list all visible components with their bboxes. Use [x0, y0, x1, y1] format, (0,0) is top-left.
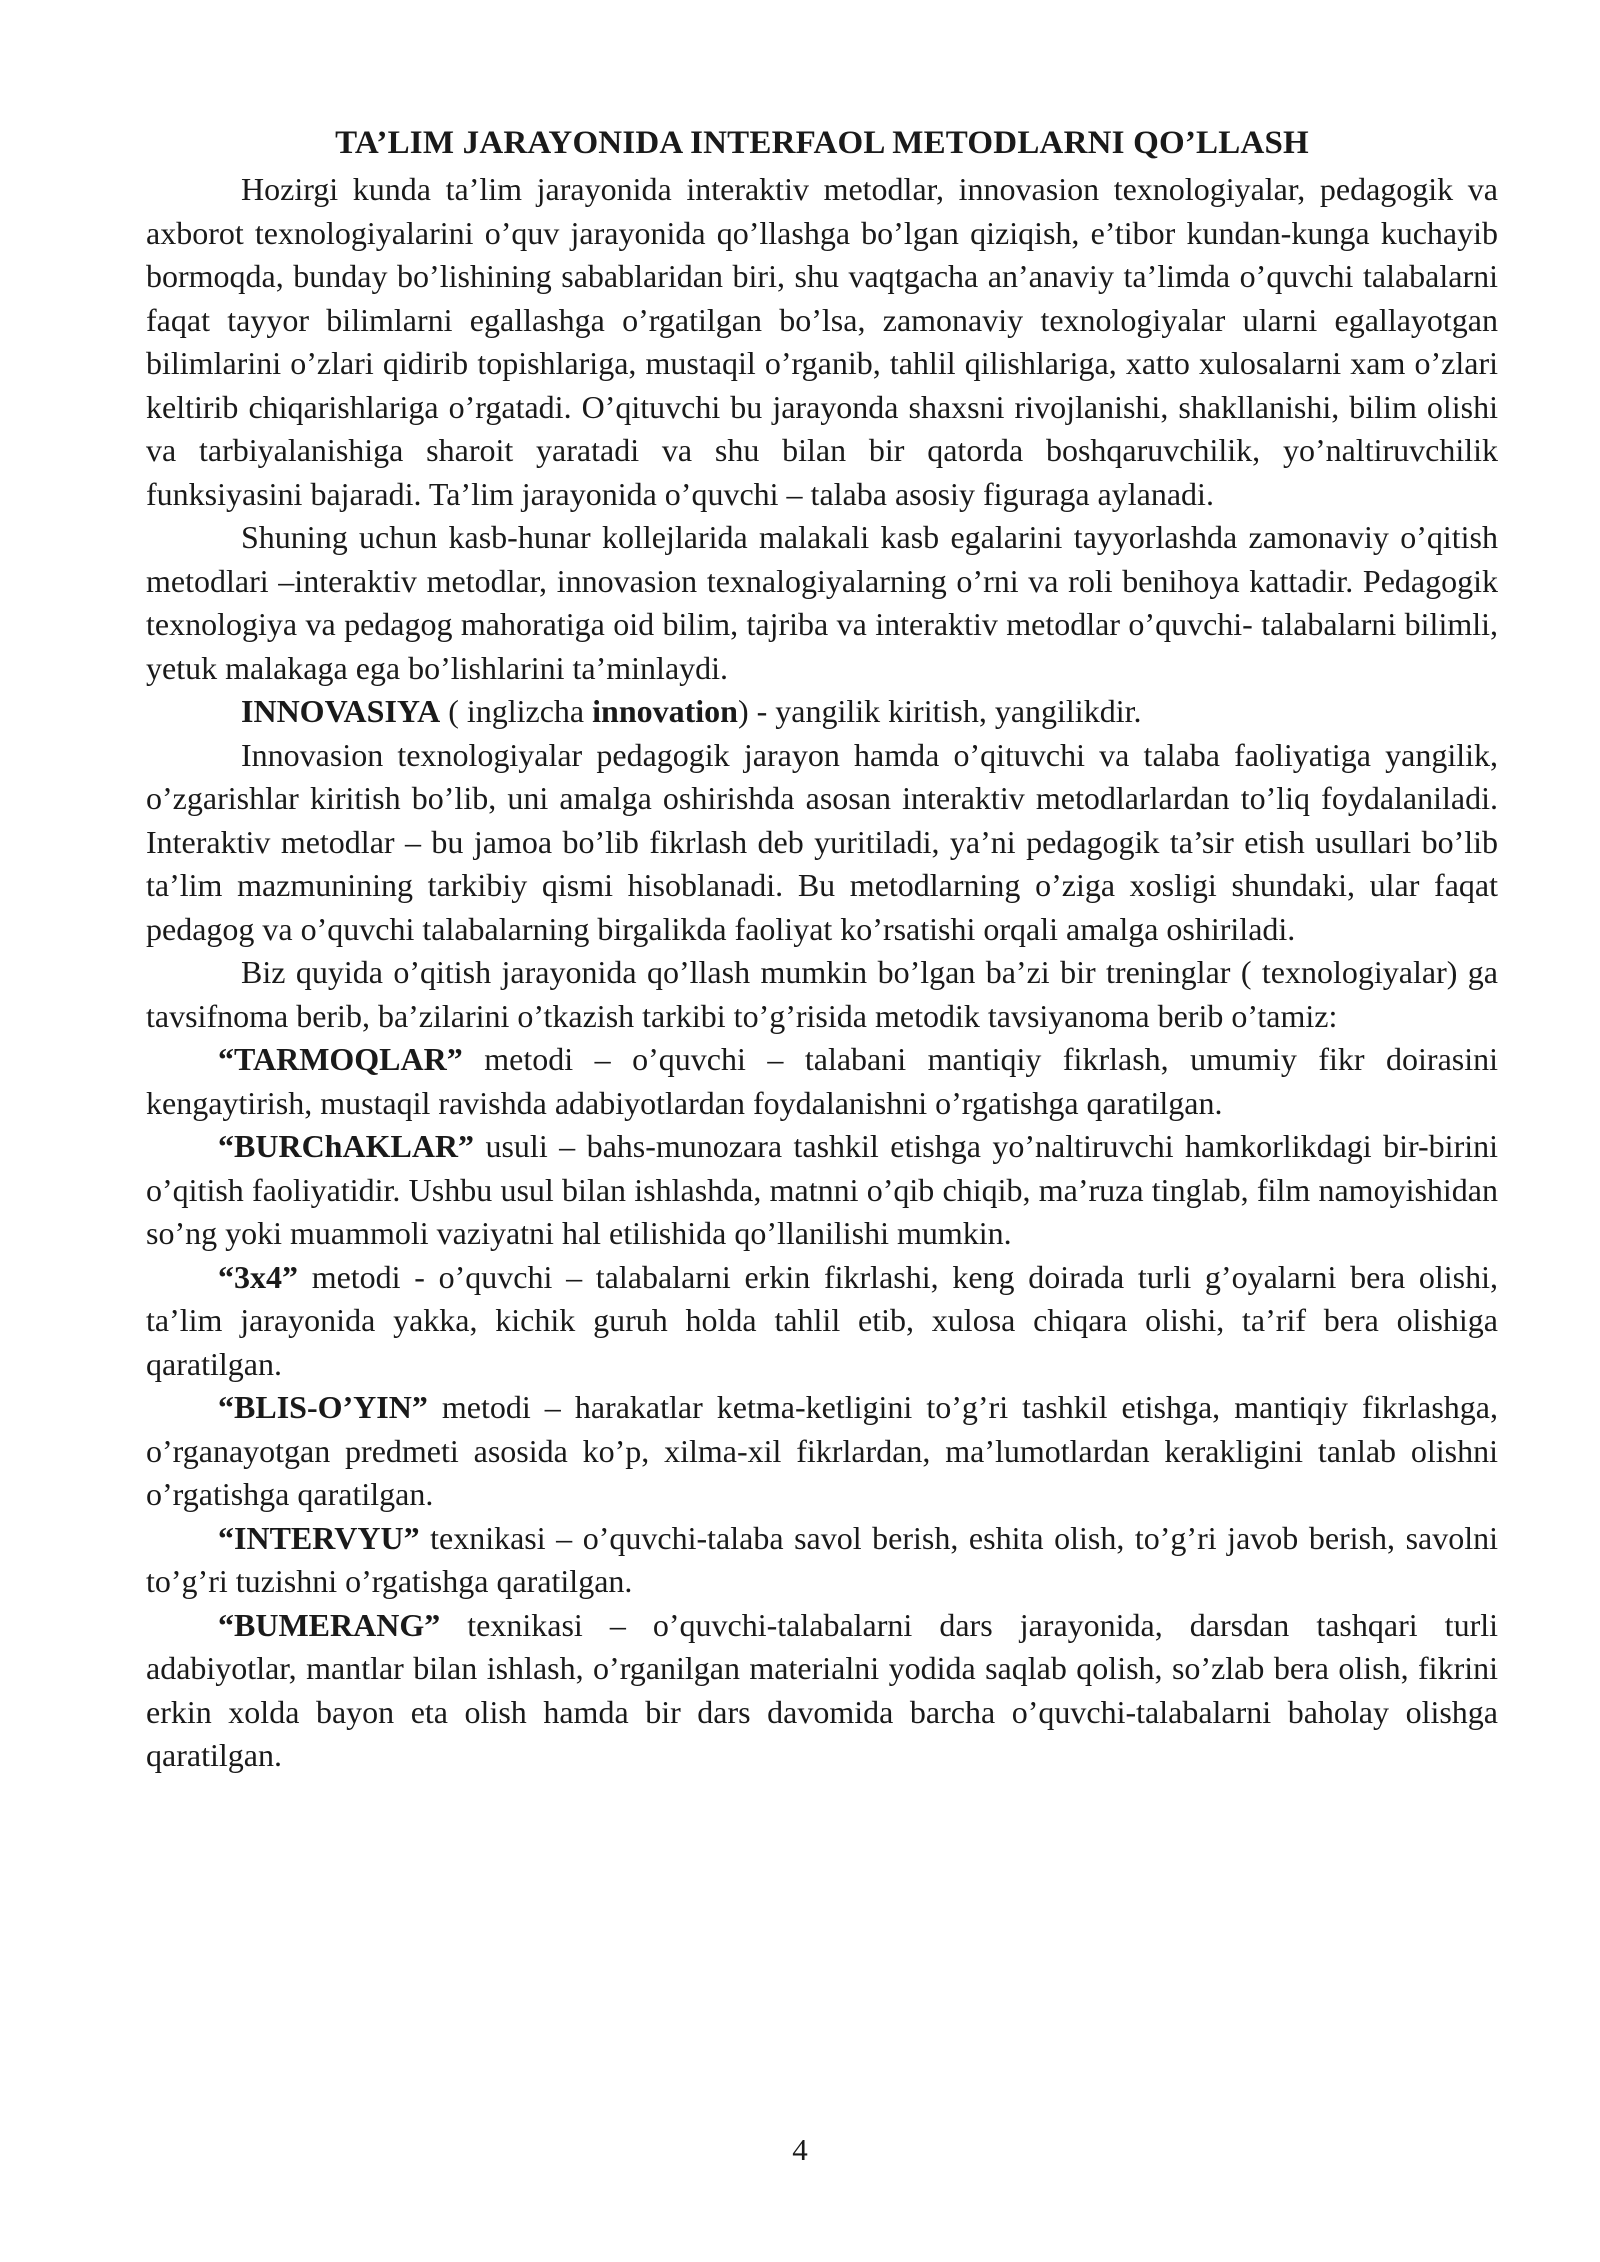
- method-description: texnikasi – o’quvchi-talaba savol berish, eshita olish, to’g’ri javob berish, savolni to’g’ri tuzishni o’rgatishga qaratilgan.: [146, 1519, 1498, 1599]
- method-name: “INTERVYU”: [218, 1519, 420, 1556]
- method-description: metodi - o’quvchi – talabalarni erkin fikrlashi, keng doirada turli g’oyalarni bera olishi, ta’lim jarayonida yakka, kichik guruh holda tahlil etib, xulosa chiqara olishi, ta’rif bera olishiga qaratilgan.: [146, 1258, 1498, 1382]
- page-number: 4: [792, 2132, 808, 2167]
- method-description: metodi – o’quvchi – talabani mantiqiy fikrlash, umumiy fikr doirasini kengaytirish, mustaqil ravishda adabiyotlardan foydalanishni o’rgatishga qaratilgan.: [146, 1041, 1498, 1121]
- method-burchaklar: [146, 1125, 1498, 1256]
- page-title: TA’LIM JARAYONIDA INTERFAOL METODLARNI QO’LLASH: [335, 125, 1309, 161]
- method-name: “BLIS-O’YIN”: [218, 1389, 428, 1425]
- definition-text-2: ) - yangilik kiritish, yangilikdir.: [737, 693, 1142, 729]
- paragraph-innovasiya-definition: [146, 690, 1498, 734]
- paragraph-colleges: Shuning uchun kasb-hunar kollejlarida malakali kasb egalarini tayyorlashda zamonaviy o’qitish metodlari –interaktiv metodlar, innovasion texnalogiyalarning o’rni va roli benihoya kattadir. Pedagogik texnologiya va pedagog mahoratiga oid bilim, tajriba va interaktiv metodlar o’quvchi- talabalarni bilimli, yetuk malakaga ega bo’lishlarini ta’minlaydi.: [146, 519, 1498, 686]
- paragraph-intro: Hozirgi kunda ta’lim jarayonida interaktiv metodlar, innovasion texnologiyalar, pedagogik va axborot texnologiyalarini o’quv jarayonida qo’llashga bo’lgan qiziqish, e’tibor kundan-kunga kuchayib bormoqda, bunday bo’lishining sabablaridan biri, shu vaqtgacha an’anaviy ta’limda o’quvchi talabalarni faqat tayyor bilimlarni egallashga o’rgatilgan bo’lsa, zamonaviy texnologiyalar ularni egallayotgan bilimlarini o’zlari qidirib topishlariga, mustaqil o’rganib, tahlil qilishlariga, xatto xulosalarni xam o’zlari keltirib chiqarishlariga o’rgatadi. O’qituvchi bu jarayonda shaxsni rivojlanishi, shakllanishi, bilim olishi va tarbiyalanishiga sharoit yaratadi va shu bilan bir qatorda boshqaruvchilik, yo’naltiruvchilik funksiyasini bajaradi. Ta’lim jarayonida o’quvchi – talaba asosiy figuraga aylanadi.: [146, 171, 1498, 512]
- method-intervyu: [146, 1517, 1498, 1604]
- definition-text-1: ( inglizcha: [440, 693, 593, 729]
- term-innovation: innovation: [592, 693, 738, 729]
- term-innovasiya: INNOVASIYA: [241, 693, 441, 729]
- paragraph-innovative-technologies: Innovasion texnologiyalar pedagogik jarayon hamda o’qituvchi va talaba faoliyatiga yangilik, o’zgarishlar kiritish bo’lib, uni amalga oshirishda asosan interaktiv metodlarlardan to’liq foydalaniladi. Interaktiv metodlar – bu jamoa bo’lib fikrlash deb yuritiladi, ya’ni pedagogik ta’sir etish usullari bo’lib ta’lim mazmunining tarkibiy qismi hisoblanadi. Bu metodlarning o’ziga xosligi shundaki, ular faqat pedagog va o’quvchi talabalarning birgalikda faoliyat ko’rsatishi orqali amalga oshiriladi.: [146, 736, 1498, 947]
- paragraph-trainings-intro: Biz quyida o’qitish jarayonida qo’llash mumkin bo’lgan ba’zi bir treninglar ( texnologiyalar) ga tavsifnoma berib, ba’zilarini o’tkazish tarkibi to’g’risida metodik tavsiyanoma berib o’tamiz:: [146, 954, 1498, 1034]
- method-description: usuli – bahs-munozara tashkil etishga yo’naltiruvchi hamkorlikdagi bir-birini o’qitish faoliyatidir. Ushbu usul bilan ishlashda, matnni o’qib chiqib, ma’ruza tinglab, film namoyishidan so’ng yoki muammoli vaziyatni hal etilishida qo’llanilishi mumkin.: [146, 1128, 1498, 1251]
- method-tarmoqlar: [146, 1038, 1498, 1125]
- method-description: metodi – harakatlar ketma-ketligini to’g’ri tashkil etishga, mantiqiy fikrlashga, o’rganayotgan predmeti asosida ko’p, xilma-xil fikrlardan, ma’lumotlardan kerakligini tanlab olishni o’rgatishga qaratilgan.: [146, 1389, 1498, 1512]
- method-bumerang: [146, 1604, 1498, 1778]
- method-name: “BURChAKLAR”: [218, 1128, 475, 1164]
- method-name: “3x4”: [218, 1258, 298, 1295]
- page-content: [146, 118, 1498, 1778]
- method-3x4: [146, 1256, 1498, 1387]
- method-blis-oyin: [146, 1386, 1498, 1517]
- method-description: texnikasi – o’quvchi-talabalarni dars jarayonida, darsdan tashqari turli adabiyotlar, mantlar bilan ishlash, o’rganilgan materialni yodida saqlab qolish, so’zlab bera olish, fikrini erkin xolda bayon eta olish hamda bir dars davomida barcha o’quvchi-talabalarni baholay olishga qaratilgan.: [146, 1606, 1498, 1773]
- method-name: “BUMERANG”: [218, 1606, 441, 1643]
- method-name: “TARMOQLAR”: [218, 1041, 463, 1077]
